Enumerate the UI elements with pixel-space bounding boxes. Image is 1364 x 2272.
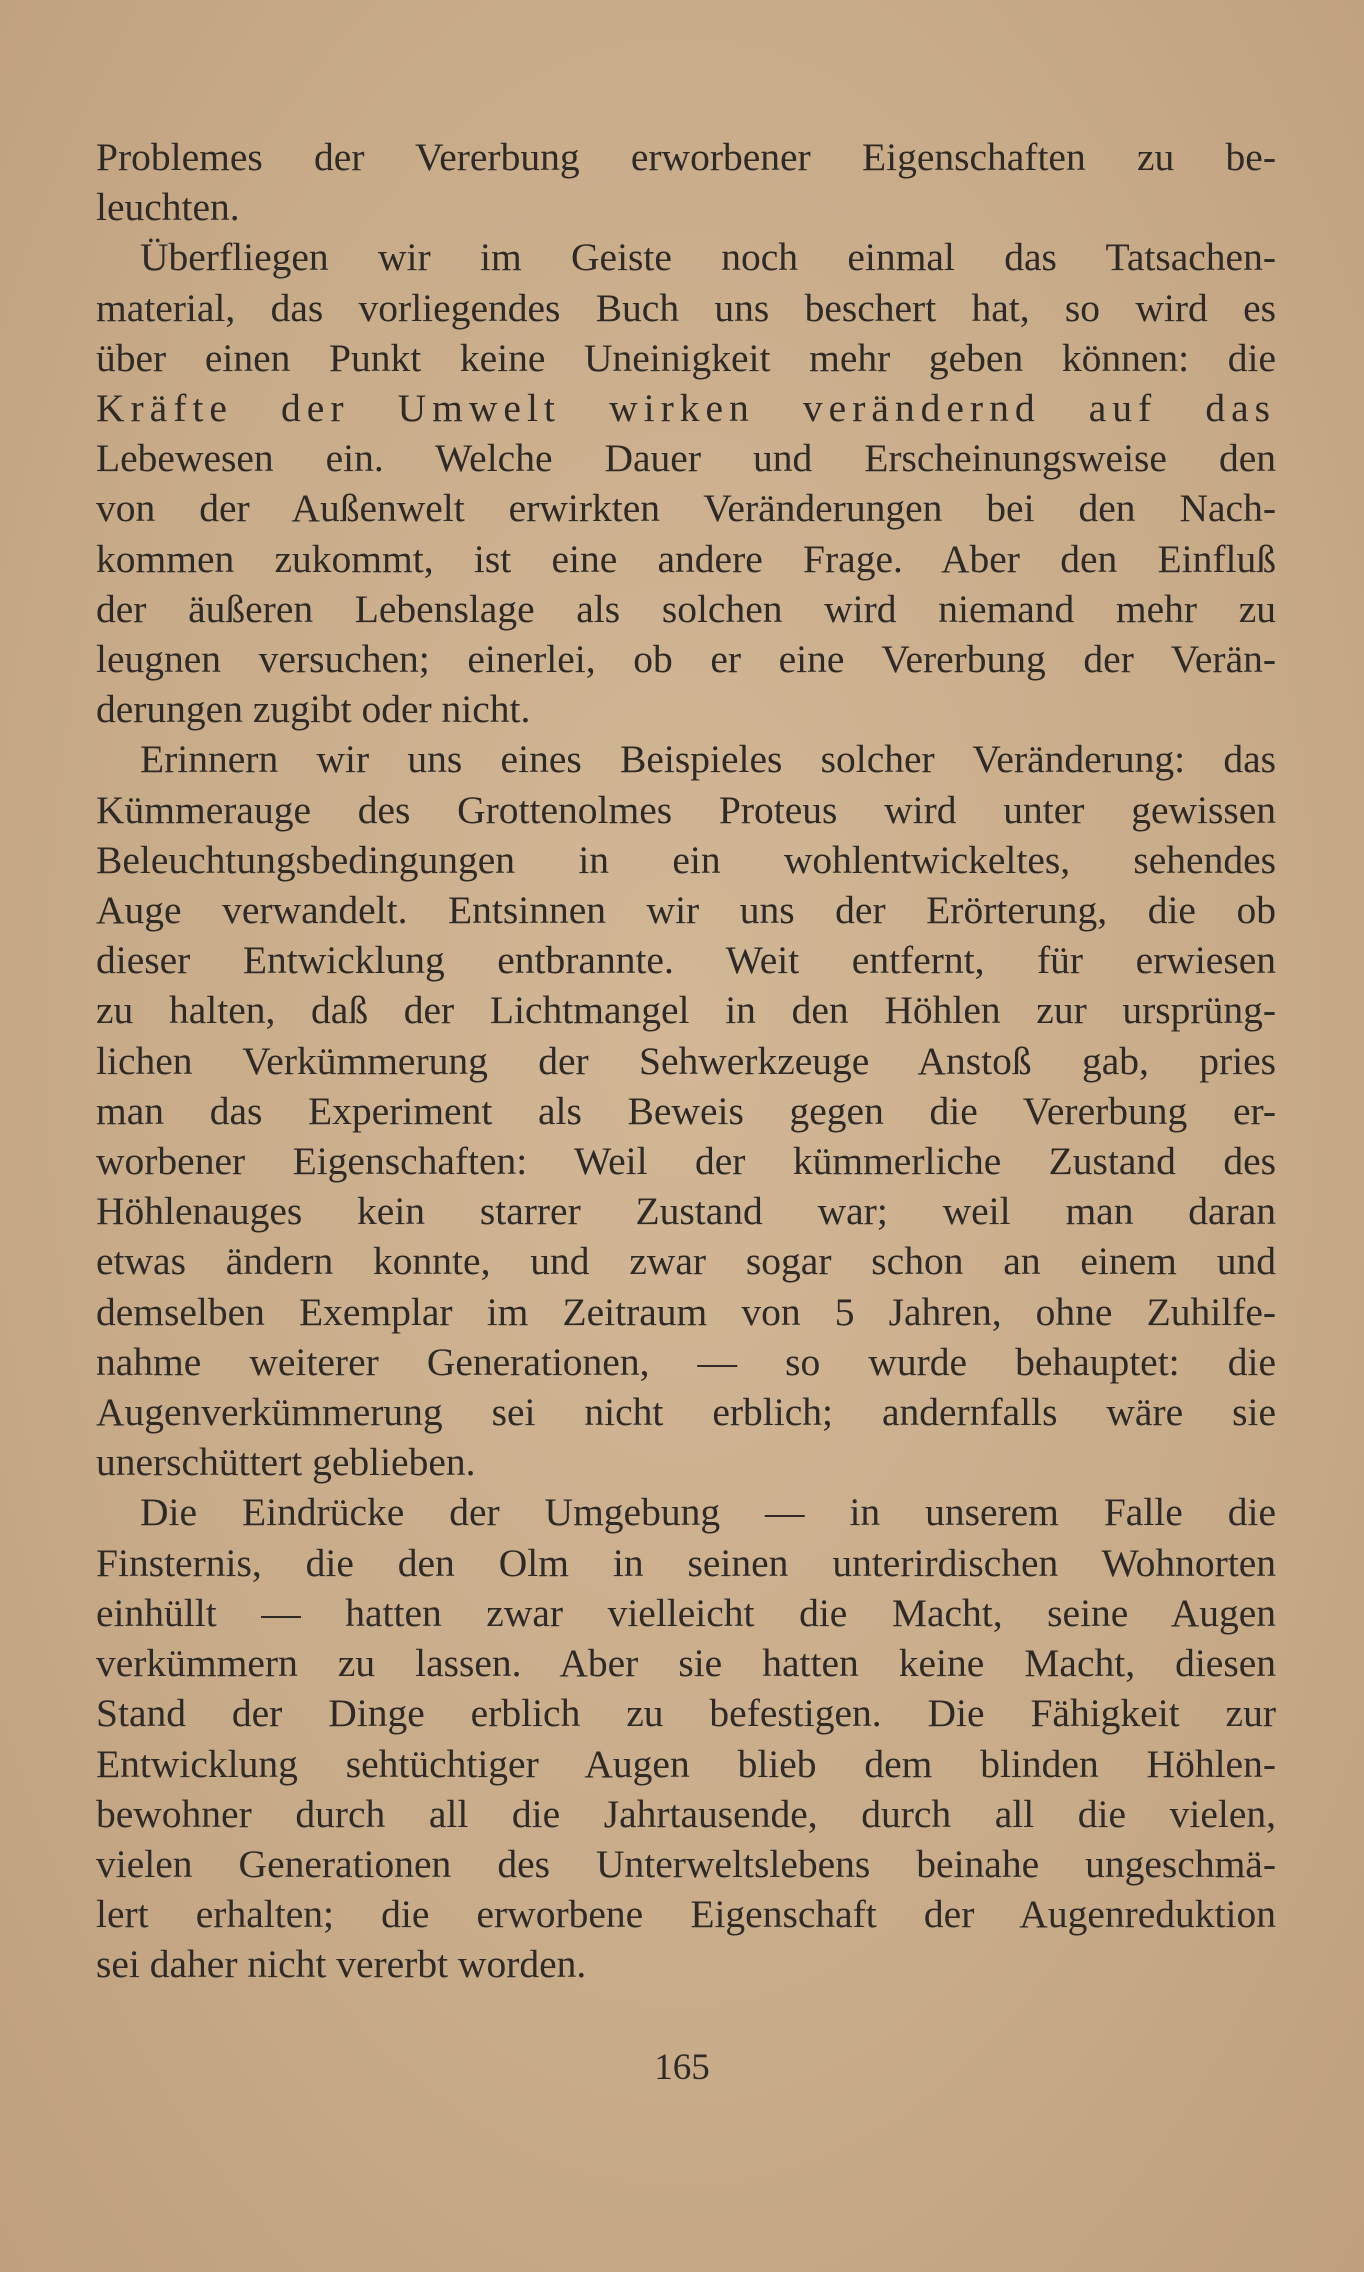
page-number: 165 (654, 2047, 710, 2088)
paragraph-3 (96, 734, 1276, 1487)
paragraph-2 (96, 232, 1276, 734)
text-line: kommen zukommt, ist eine andere Frage. Aber den Einfluß (96, 536, 1276, 581)
text-line: lert erhalten; die erworbene Eigenschaft der Augenreduktion (96, 1892, 1276, 1937)
text-line: lichen Verkümmerung der Sehwerkzeuge Anstoß gab, pries (96, 1038, 1276, 1083)
text-line: Höhlenauges kein starrer Zustand war; weil man daran (96, 1189, 1276, 1234)
text-line: Kräfte der Umwelt wirken verändernd auf das (96, 386, 1276, 431)
text-line: vielen Generationen des Unterweltslebens beinahe ungeschmä- (96, 1841, 1276, 1886)
text-line: unerschüttert geblieben. (96, 1440, 476, 1485)
text-line: Augenverkümmerung sei nicht erblich; andernfalls wäre sie (96, 1390, 1276, 1435)
text-line: nahme weiterer Generationen, — so wurde behauptet: die (96, 1339, 1276, 1384)
text-line: Beleuchtungsbedingungen in ein wohlentwickeltes, sehendes (96, 837, 1276, 882)
text-line: der äußeren Lebenslage als solchen wird niemand mehr zu (96, 586, 1276, 631)
paragraph-4 (96, 1487, 1276, 1989)
text-line: Problemes der Vererbung erworbener Eigenschaften zu be- (96, 135, 1276, 179)
text-line: verkümmern zu lassen. Aber sie hatten keine Macht, diesen (96, 1641, 1276, 1686)
text-line: etwas ändern konnte, und zwar sogar schon an einem und (96, 1239, 1276, 1284)
text-line: derungen zugibt oder nicht. (96, 687, 531, 732)
text-line: über einen Punkt keine Uneinigkeit mehr geben können: die (96, 335, 1276, 380)
body-text (96, 132, 1276, 1990)
text-line: Stand der Dinge erblich zu befestigen. Die Fähigkeit zur (96, 1691, 1276, 1736)
text-line: leuchten. (96, 185, 240, 230)
text-line: Die Eindrücke der Umgebung — in unserem Falle die (140, 1490, 1276, 1535)
text-line: Finsternis, die den Olm in seinen unterirdischen Wohnorten (96, 1540, 1276, 1585)
text-line: demselben Exemplar im Zeitraum von 5 Jahren, ohne Zuhilfe- (96, 1289, 1276, 1334)
text-line: Entwicklung sehtüchtiger Augen blieb dem blinden Höhlen- (96, 1741, 1276, 1786)
text-line: Überfliegen wir im Geiste noch einmal das Tatsachen- (140, 235, 1276, 280)
text-line: von der Außenwelt erwirkten Veränderungen bei den Nach- (96, 486, 1276, 531)
text-line: dieser Entwicklung entbrannte. Weit entfernt, für erwiesen (96, 938, 1276, 983)
text-line: sei daher nicht vererbt worden. (96, 1942, 587, 1987)
text-line: worbener Eigenschaften: Weil der kümmerliche Zustand des (96, 1139, 1276, 1184)
text-line: material, das vorliegendes Buch uns beschert hat, so wird es (96, 285, 1276, 330)
text-line: Auge verwandelt. Entsinnen wir uns der Erörterung, die ob (96, 888, 1276, 933)
text-line: Lebewesen ein. Welche Dauer und Erscheinungsweise den (96, 436, 1276, 481)
text-line: man das Experiment als Beweis gegen die Vererbung er- (96, 1088, 1276, 1133)
text-line: Kümmerauge des Grottenolmes Proteus wird unter gewissen (96, 787, 1276, 832)
text-line: einhüllt — hatten zwar vielleicht die Macht, seine Augen (96, 1590, 1276, 1635)
paragraph-1 (96, 132, 1276, 232)
text-line: bewohner durch all die Jahrtausende, durch all die vielen, (96, 1791, 1276, 1836)
text-line: leugnen versuchen; einerlei, ob er eine Vererbung der Verän- (96, 637, 1276, 682)
text-line: Erinnern wir uns eines Beispieles solcher Veränderung: das (140, 737, 1276, 782)
text-line: zu halten, daß der Lichtmangel in den Höhlen zur ursprüng- (96, 988, 1276, 1033)
